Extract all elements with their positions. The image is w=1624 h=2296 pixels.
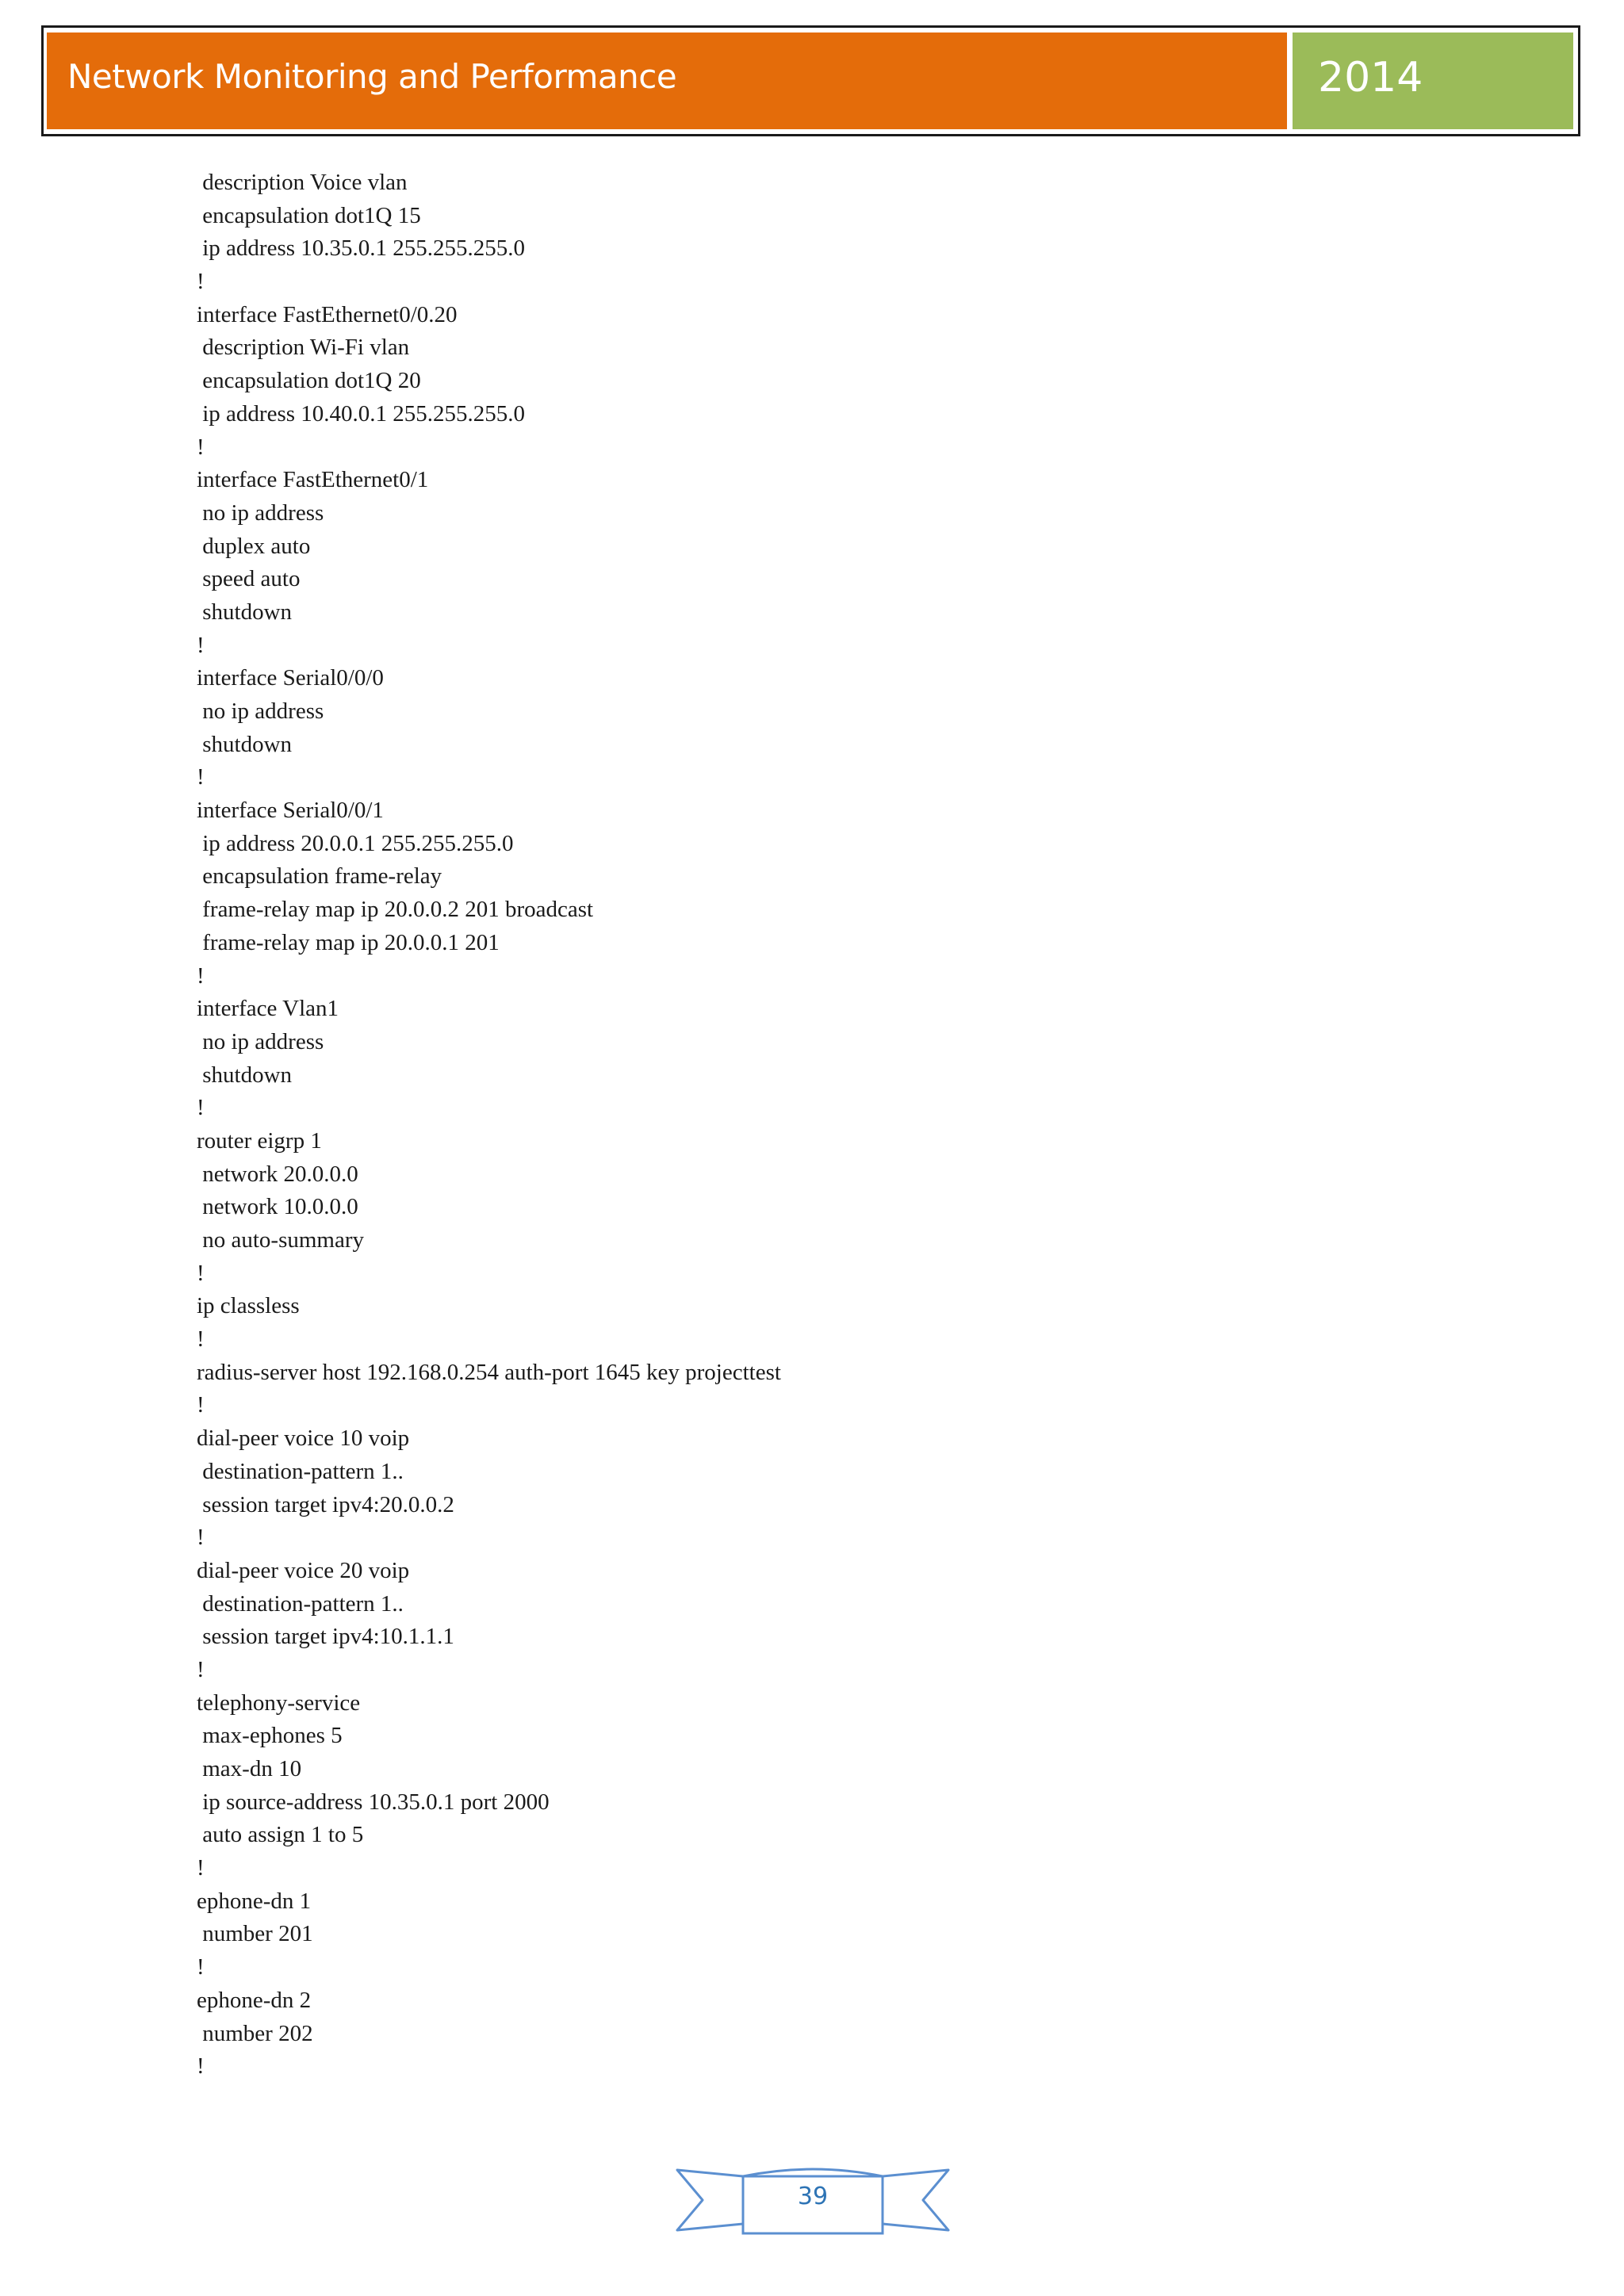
config-line: shutdown (197, 599, 293, 625)
config-line: auto assign 1 to 5 (197, 1822, 364, 1848)
config-line: ! (197, 1260, 205, 1286)
config-line: ! (197, 962, 205, 989)
config-listing (197, 166, 1465, 2084)
page-number: 39 (797, 2183, 829, 2210)
config-line: telephony-service (197, 1689, 361, 1716)
config-line: ip address 10.40.0.1 255.255.255.0 (197, 400, 526, 427)
config-line: session target ipv4:10.1.1.1 (197, 1624, 454, 1650)
config-line: interface FastEthernet0/1 (197, 467, 429, 493)
config-line: ephone-dn 1 (197, 1888, 312, 1914)
config-line: number 202 (197, 2020, 313, 2046)
config-line: ip source-address 10.35.0.1 port 2000 (197, 1789, 550, 1815)
config-line: radius-server host 192.168.0.254 auth-port 1645 key projecttest (197, 1359, 781, 1385)
config-line: ! (197, 1326, 205, 1353)
config-line: ip address 20.0.0.1 255.255.255.0 (197, 830, 514, 856)
config-line: ip address 10.35.0.1 255.255.255.0 (197, 235, 526, 262)
config-line: max-ephones 5 (197, 1723, 343, 1749)
config-line: dial-peer voice 10 voip (197, 1425, 410, 1452)
config-line: no auto-summary (197, 1227, 365, 1253)
header-title: Network Monitoring and Performance (67, 57, 677, 96)
config-line: description Wi-Fi vlan (197, 335, 410, 361)
config-line: no ip address (197, 698, 324, 724)
config-line: interface Serial0/0/1 (197, 798, 384, 824)
config-line: duplex auto (197, 533, 311, 559)
config-line: description Voice vlan (197, 170, 408, 195)
header-year-bar (1293, 33, 1573, 129)
config-line: no ip address (197, 1028, 324, 1054)
header-year: 2014 (1318, 54, 1423, 101)
config-line: ! (197, 1392, 205, 1418)
config-line: ! (197, 434, 205, 460)
config-line: ! (197, 1095, 205, 1121)
config-line: shutdown (197, 1062, 293, 1088)
config-line: max-dn 10 (197, 1756, 302, 1781)
config-line: ! (197, 269, 205, 295)
config-line: ephone-dn 2 (197, 1987, 312, 2013)
config-line: interface Vlan1 (197, 996, 339, 1022)
config-line: router eigrp 1 (197, 1127, 322, 1154)
config-line: network 20.0.0.0 (197, 1161, 358, 1187)
config-line: speed auto (197, 566, 301, 592)
config-line: encapsulation dot1Q 20 (197, 368, 421, 394)
config-line: session target ipv4:20.0.0.2 (197, 1491, 454, 1517)
config-line: encapsulation dot1Q 15 (197, 202, 421, 228)
header-title-bar (47, 33, 1287, 129)
config-line: ! (197, 632, 205, 658)
config-line: ! (197, 2053, 205, 2080)
config-line: shutdown (197, 731, 293, 757)
config-line: ! (197, 1855, 205, 1881)
config-line: destination-pattern 1.. (197, 1590, 404, 1617)
config-line: frame-relay map ip 20.0.0.2 201 broadcast (197, 897, 594, 923)
config-line: interface Serial0/0/0 (197, 665, 384, 691)
config-line: network 10.0.0.0 (197, 1194, 358, 1220)
config-line: dial-peer voice 20 voip (197, 1557, 410, 1583)
config-line: destination-pattern 1.. (197, 1458, 404, 1484)
config-line: frame-relay map ip 20.0.0.1 201 (197, 929, 500, 955)
config-line: ! (197, 764, 205, 790)
config-line: number 201 (197, 1921, 313, 1947)
config-line: no ip address (197, 499, 324, 526)
config-line: ! (197, 1656, 205, 1682)
config-line: encapsulation frame-relay (197, 863, 442, 890)
config-line: interface FastEthernet0/0.20 (197, 301, 458, 327)
config-line: ip classless (197, 1293, 300, 1319)
config-line: ! (197, 1525, 205, 1551)
config-line: ! (197, 1954, 205, 1980)
